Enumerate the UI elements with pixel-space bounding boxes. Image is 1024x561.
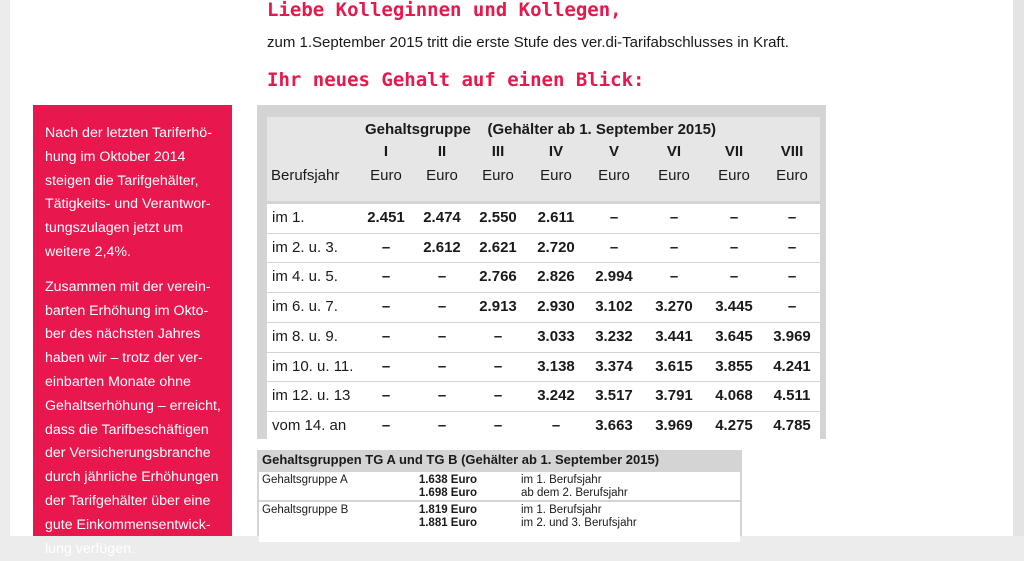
column-unit: Euro [776, 167, 808, 184]
sidebar-line: durch jährliche Erhöhungen [45, 469, 219, 486]
table-cell: 2.720 [537, 238, 575, 256]
table-cell: 2.930 [537, 298, 575, 316]
sidebar-line: hung im Oktober 2014 [45, 148, 186, 165]
row-label: im 2. u. 3. [272, 238, 338, 256]
sidebar-line: weitere 2,4%. [45, 243, 131, 260]
table-cell: – [437, 327, 447, 345]
sidebar-line: steigen die Tarifgehälter, [45, 172, 199, 189]
table-cell: 3.441 [655, 327, 693, 345]
table-cell: 3.445 [715, 298, 753, 316]
table-cell: 2.451 [367, 209, 405, 226]
row-label: im 8. u. 9. [272, 327, 338, 345]
tg-group-name: Gehaltsgruppe A [262, 474, 348, 486]
sidebar-paragraph [45, 122, 222, 265]
column-unit: Euro [370, 167, 402, 184]
table-row [267, 233, 820, 263]
table-row [267, 292, 820, 322]
table-cell: 3.663 [595, 416, 633, 434]
column-numeral: VI [666, 143, 682, 160]
tg-description: im 1. Berufsjahr [521, 504, 602, 516]
table-cell: – [551, 416, 561, 434]
column-numeral: VIII [780, 143, 804, 160]
sidebar-line: lung verfügen. [45, 540, 135, 557]
column-numeral: IV [548, 143, 564, 160]
table-cell: – [437, 357, 447, 375]
table-cell: – [381, 387, 391, 405]
table-cell: 4.785 [773, 416, 811, 434]
table-cell: 4.275 [715, 416, 753, 434]
table-cell: – [669, 238, 679, 256]
table-cell: 2.766 [479, 268, 517, 286]
table-cell: – [493, 416, 503, 434]
column-unit: Euro [482, 167, 514, 184]
sidebar-line: tungszulagen jetzt um [45, 220, 184, 237]
table-cell: – [787, 298, 797, 316]
table-cell: – [437, 416, 447, 434]
sidebar-line: der Versicherungsbranche [45, 445, 211, 462]
table-cell: 3.270 [655, 298, 693, 316]
table-cell: 3.615 [655, 357, 693, 375]
table-cell: 2.826 [537, 268, 575, 286]
tg-amount: 1.819 Euro [418, 504, 477, 516]
sidebar-line: ber des nächsten Jahres [45, 326, 201, 343]
table-cell: 2.621 [479, 238, 517, 256]
row-label: im 4. u. 5. [272, 268, 338, 286]
column-unit: Euro [658, 167, 690, 184]
table-cell: – [669, 209, 679, 226]
column-unit: Euro [718, 167, 750, 184]
sidebar-line: Tätigkeits- und Verantwor- [45, 196, 211, 213]
right-margin [1013, 0, 1024, 536]
table-cell: 2.913 [479, 298, 517, 316]
table-cell: – [381, 327, 391, 345]
table-cell: – [437, 387, 447, 405]
tg-row [259, 502, 740, 542]
column-numeral: VII [724, 143, 744, 160]
column-numeral: V [608, 143, 619, 160]
table-cell: 3.791 [655, 387, 693, 405]
column-numeral: III [491, 143, 505, 160]
tg-row [259, 472, 740, 500]
subheadline: Ihr neues Gehalt auf einen Blick: [267, 69, 645, 91]
tg-description: ab dem 2. Berufsjahr [521, 487, 628, 499]
table-cell: – [609, 238, 619, 256]
table-cell: – [609, 209, 619, 226]
table-cell: – [787, 209, 797, 226]
table-cell: 4.241 [773, 357, 811, 375]
table-cell: 4.511 [773, 387, 811, 405]
sidebar-paragraph [45, 276, 222, 561]
tg-group-name: Gehaltsgruppe B [262, 504, 349, 516]
table-header [267, 117, 820, 201]
tg-salary-box [257, 450, 742, 536]
row-label: im 10. u. 11. [272, 357, 354, 375]
table-cell: 2.550 [479, 209, 517, 226]
table-cell: 3.969 [773, 327, 811, 345]
tg-title: Gehaltsgruppen TG A und TG B (Gehälter ab 1. September 2015) [262, 452, 660, 467]
sidebar-line: Nach der letzten Tariferhö- [45, 125, 212, 141]
table-cell: – [381, 268, 391, 286]
table-cell: – [493, 357, 503, 375]
tg-description: im 1. Berufsjahr [521, 474, 602, 486]
table-cell: 3.242 [537, 387, 575, 405]
column-unit: Euro [598, 167, 630, 184]
column-unit: Euro [426, 167, 458, 184]
table-cell: – [787, 238, 797, 256]
table-row [267, 352, 820, 382]
sidebar-line: einbarten Monate ohne [45, 373, 191, 390]
table-cell: 2.611 [537, 209, 575, 226]
table-cell: – [381, 416, 391, 434]
salary-table [257, 105, 826, 439]
table-title: Gehaltsgruppe (Gehälter ab 1. September 2015) [365, 121, 716, 138]
sidebar-line: dass die Tarifbeschäftigen [45, 421, 209, 438]
sidebar-line: haben wir – trotz der ver- [45, 350, 203, 367]
table-row [267, 262, 820, 292]
table-cell: – [381, 238, 391, 256]
table-row [267, 381, 820, 411]
table-cell: – [437, 298, 447, 316]
column-numeral: II [437, 143, 447, 160]
table-cell: – [493, 327, 503, 345]
tg-description: im 2. und 3. Berufsjahr [521, 517, 637, 529]
column-unit: Euro [540, 167, 572, 184]
table-cell: 3.232 [595, 327, 633, 345]
row-label: im 12. u. 13 [272, 387, 351, 405]
sidebar-line: der Tarifgehälter über eine [45, 492, 211, 509]
table-row [267, 203, 820, 233]
row-label: im 6. u. 7. [272, 298, 338, 316]
intro-text: zum 1.September 2015 tritt die erste Stufe des ver.di-Tarifabschlusses in Kraft. [267, 34, 789, 51]
table-cell: 2.994 [595, 268, 633, 286]
table-cell: 4.068 [715, 387, 753, 405]
table-row [267, 322, 820, 352]
table-cell: 3.517 [595, 387, 633, 405]
sidebar-line: Zusammen mit der verein- [45, 278, 211, 295]
table-cell: 3.969 [655, 416, 693, 434]
sidebar-infobox [33, 105, 232, 557]
table-cell: 3.138 [537, 357, 575, 375]
headline: Liebe Kolleginnen und Kollegen, [267, 0, 622, 21]
column-numeral: I [383, 143, 389, 160]
table-cell: 2.474 [423, 209, 461, 226]
table-cell: – [381, 298, 391, 316]
table-cell: – [669, 268, 679, 286]
row-label: im 1. [272, 209, 305, 226]
table-cell: – [729, 268, 739, 286]
row-header-label: Berufsjahr [271, 167, 340, 184]
table-cell: 3.855 [715, 357, 753, 375]
table-cell: 3.102 [595, 298, 633, 316]
table-cell: 3.374 [595, 357, 633, 375]
sidebar-line: Gehaltserhöhung – erreicht, [45, 397, 221, 414]
table-cell: – [493, 387, 503, 405]
table-cell: – [787, 268, 797, 286]
table-cell: 3.033 [537, 327, 575, 345]
table-cell: – [729, 238, 739, 256]
table-cell: – [437, 268, 447, 286]
table-cell: – [381, 357, 391, 375]
table-cell: 2.612 [423, 238, 461, 256]
tg-amount: 1.638 Euro [418, 474, 477, 486]
row-label: vom 14. an [272, 416, 347, 434]
tg-amount: 1.881 Euro [418, 517, 477, 529]
sidebar-line: barten Erhöhung im Okto- [45, 302, 209, 319]
table-cell: 3.645 [715, 327, 753, 345]
table-cell: – [729, 209, 739, 226]
sidebar-line: gute Einkommensentwick- [45, 516, 211, 533]
table-row [267, 411, 820, 441]
tg-amount: 1.698 Euro [418, 487, 477, 499]
